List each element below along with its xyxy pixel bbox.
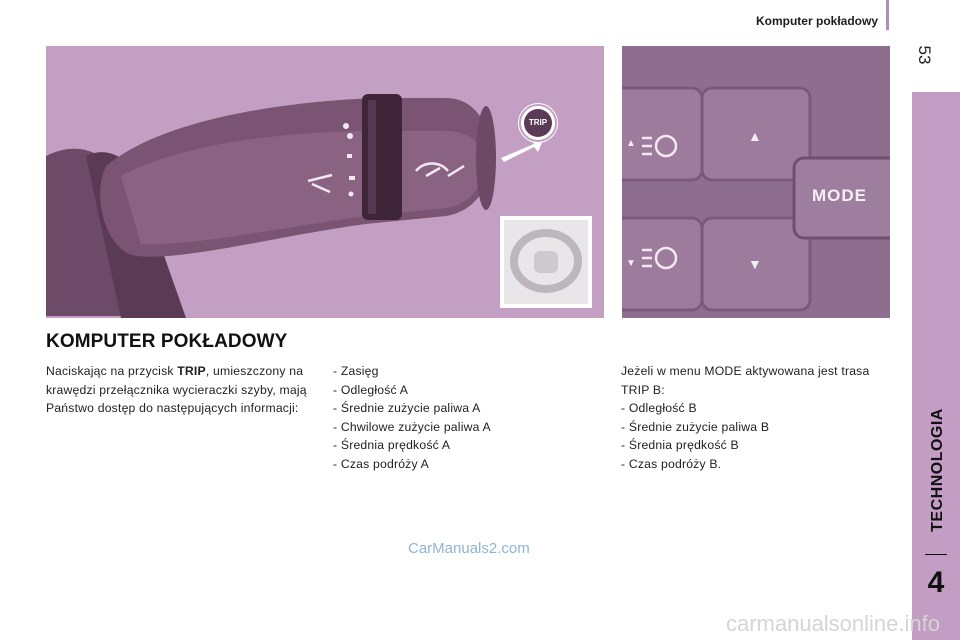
mode-button-label: MODE	[812, 186, 867, 205]
list-item: - Odległość B	[621, 399, 891, 418]
list-item: - Średnia prędkość A	[333, 436, 603, 455]
list-item: - Odległość A	[333, 381, 603, 400]
chapter-tab-divider	[925, 554, 947, 555]
intro-paragraph	[46, 362, 322, 418]
running-title: Komputer pokładowy	[755, 14, 878, 28]
trip-keyword: TRIP	[177, 364, 206, 378]
mode-down-arrow-icon: ▼	[748, 256, 762, 272]
list-item: - Zasięg	[333, 362, 603, 381]
footer-watermark: carmanualsonline.info	[725, 611, 940, 636]
trip-b-block	[621, 362, 891, 474]
intro-text-after: , umieszczony na krawędzi przełącznika wycieraczki szyby, mają Państwo dostęp do następujących informacji:	[46, 364, 307, 416]
trip-b-intro: Jeżeli w menu MODE aktywowana jest trasa TRIP B:	[621, 364, 870, 397]
intro-text-before: Naciskając na przycisk	[46, 364, 178, 378]
trip-a-list	[333, 362, 603, 474]
list-item: - Średnia prędkość B	[621, 436, 891, 455]
chapter-number: 4	[927, 566, 945, 599]
mode-up-arrow-icon: ▲	[748, 128, 762, 144]
list-item: - Średnie zużycie paliwa B	[621, 418, 891, 437]
page-number: 53	[915, 45, 934, 65]
site-watermark[interactable]: CarManuals2.com	[408, 540, 530, 557]
trip-badge-label: TRIP	[524, 109, 552, 137]
section-title: KOMPUTER POKŁADOWY	[46, 331, 288, 352]
header-accent-bar	[886, 0, 889, 30]
lamp-down-arrow-icon: ▼	[626, 258, 636, 269]
mode-buttons-illustration	[622, 46, 890, 318]
list-item: - Chwilowe zużycie paliwa A	[333, 418, 603, 437]
chapter-tab-label: TECHNOLOGIA	[929, 408, 946, 532]
list-item: - Czas podróży B.	[621, 455, 891, 474]
lamp-up-arrow-icon: ▲	[626, 138, 636, 149]
trip-badge	[519, 104, 557, 142]
list-item: - Czas podróży A	[333, 455, 603, 474]
list-item: - Średnie zużycie paliwa A	[333, 399, 603, 418]
wiper-stalk-illustration	[46, 46, 604, 318]
